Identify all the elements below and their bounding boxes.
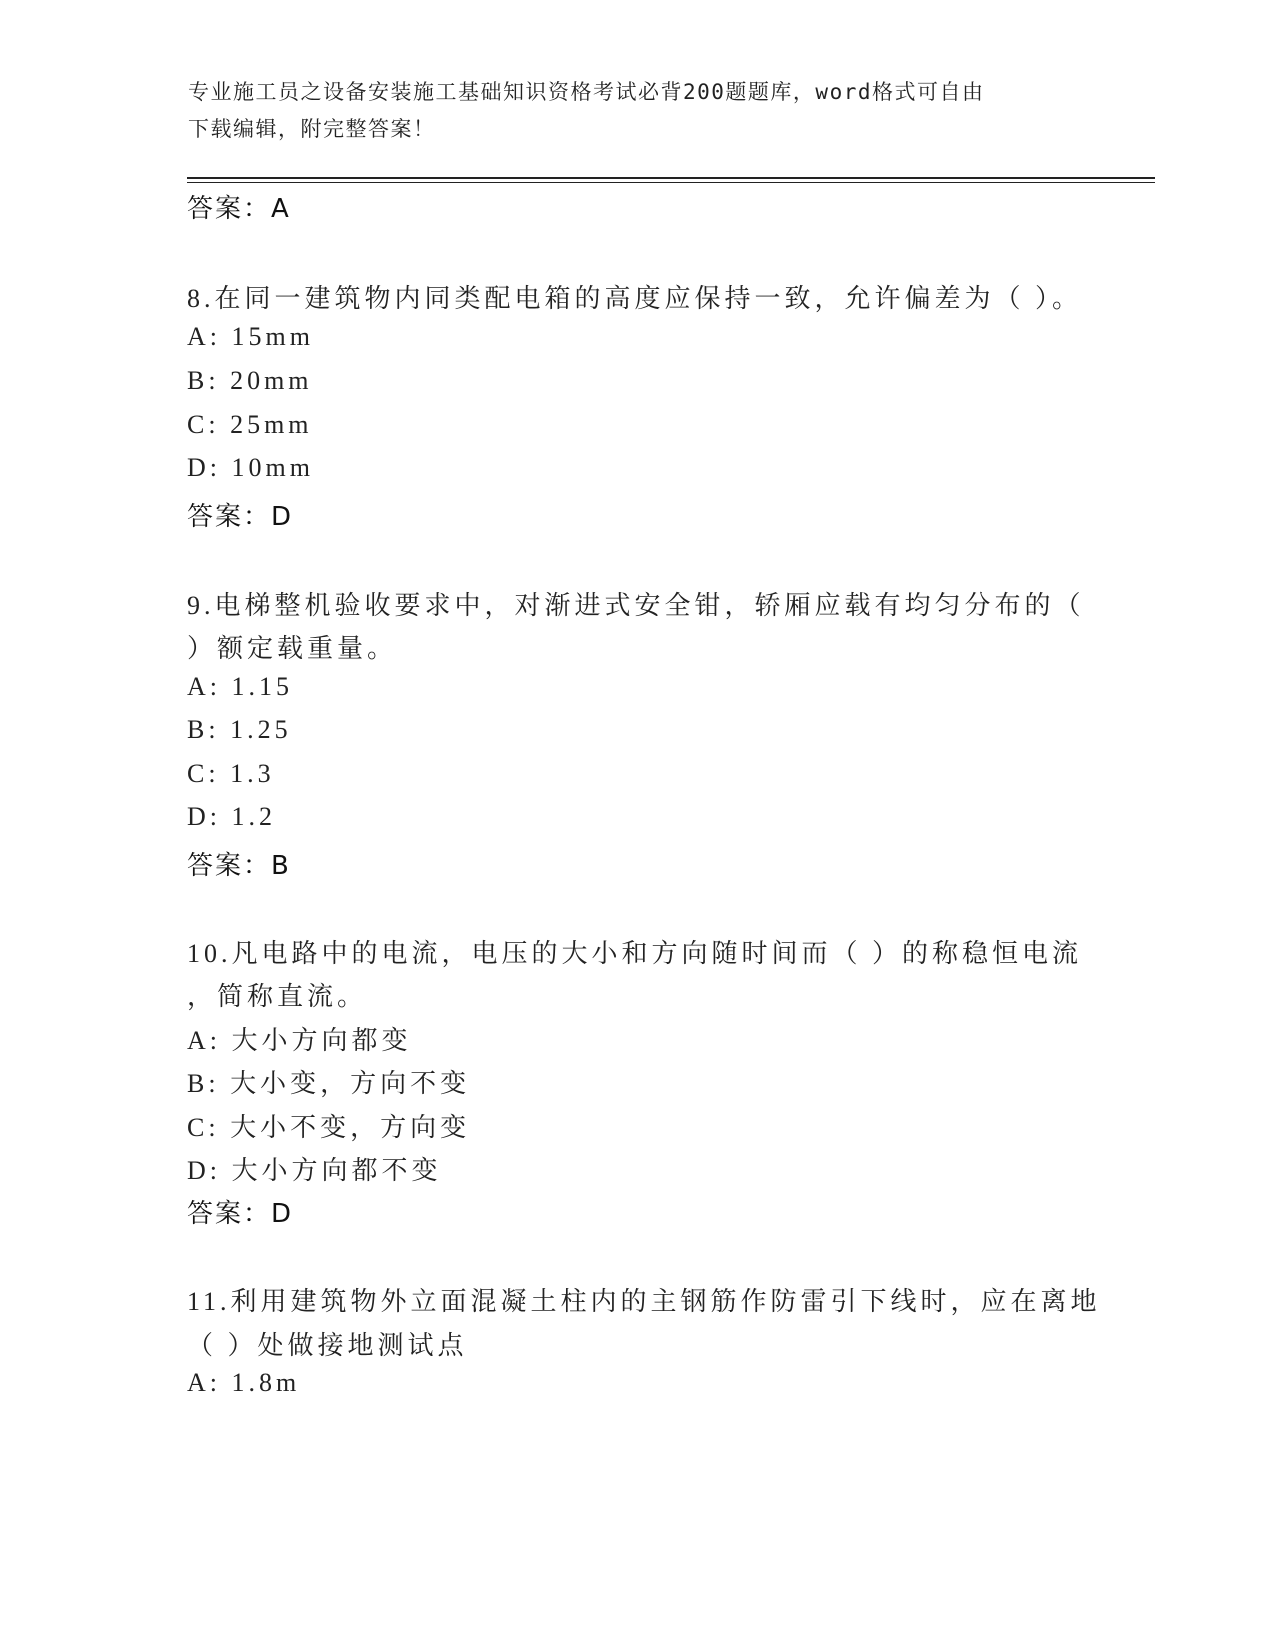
question-stem: 11.利用建筑物外立面混凝土柱内的主钢筋作防雷引下线时，应在离地 [187, 1287, 1101, 1316]
question-stem: 8.在同一建筑物内同类配电箱的高度应保持一致，允许偏差为（ ）。 [187, 284, 1083, 313]
option-d: D: 大小方向都不变 [187, 1156, 442, 1185]
answer-line: 答案：D [187, 502, 294, 532]
option-b: B: 1.25 [187, 715, 292, 744]
page-header [188, 74, 1068, 148]
question-stem-continued: （ ）处做接地测试点 [187, 1331, 468, 1360]
option-c: C: 大小不变，方向变 [187, 1113, 471, 1142]
header-line-1: 专业施工员之设备安装施工基础知识资格考试必背200题题库，word格式可自由 [188, 80, 985, 104]
question-stem-continued: ，简称直流。 [187, 982, 368, 1011]
header-line-2: 下载编辑，附完整答案！ [188, 117, 436, 141]
header-divider-thick [187, 177, 1155, 179]
option-a: A: 15mm [187, 322, 314, 351]
answer-line: 答案：D [187, 1199, 294, 1229]
option-a: A: 1.15 [187, 672, 293, 701]
option-a: A: 大小方向都变 [187, 1026, 412, 1055]
question-stem: 10.凡电路中的电流，电压的大小和方向随时间而（ ）的称稳恒电流 [187, 939, 1083, 968]
option-d: D: 10mm [187, 453, 314, 482]
option-b: B: 20mm [187, 366, 313, 395]
answer-line: 答案：A [187, 194, 291, 224]
option-b: B: 大小变，方向不变 [187, 1069, 471, 1098]
option-a: A: 1.8m [187, 1368, 301, 1397]
question-stem-continued: ）额定载重量。 [187, 634, 398, 663]
option-c: C: 25mm [187, 410, 313, 439]
answer-line: 答案：B [187, 851, 291, 881]
option-d: D: 1.2 [187, 802, 276, 831]
option-c: C: 1.3 [187, 759, 275, 788]
question-stem: 9.电梯整机验收要求中，对渐进式安全钳，轿厢应载有均匀分布的（ [187, 591, 1085, 620]
header-divider-thin [187, 182, 1155, 183]
